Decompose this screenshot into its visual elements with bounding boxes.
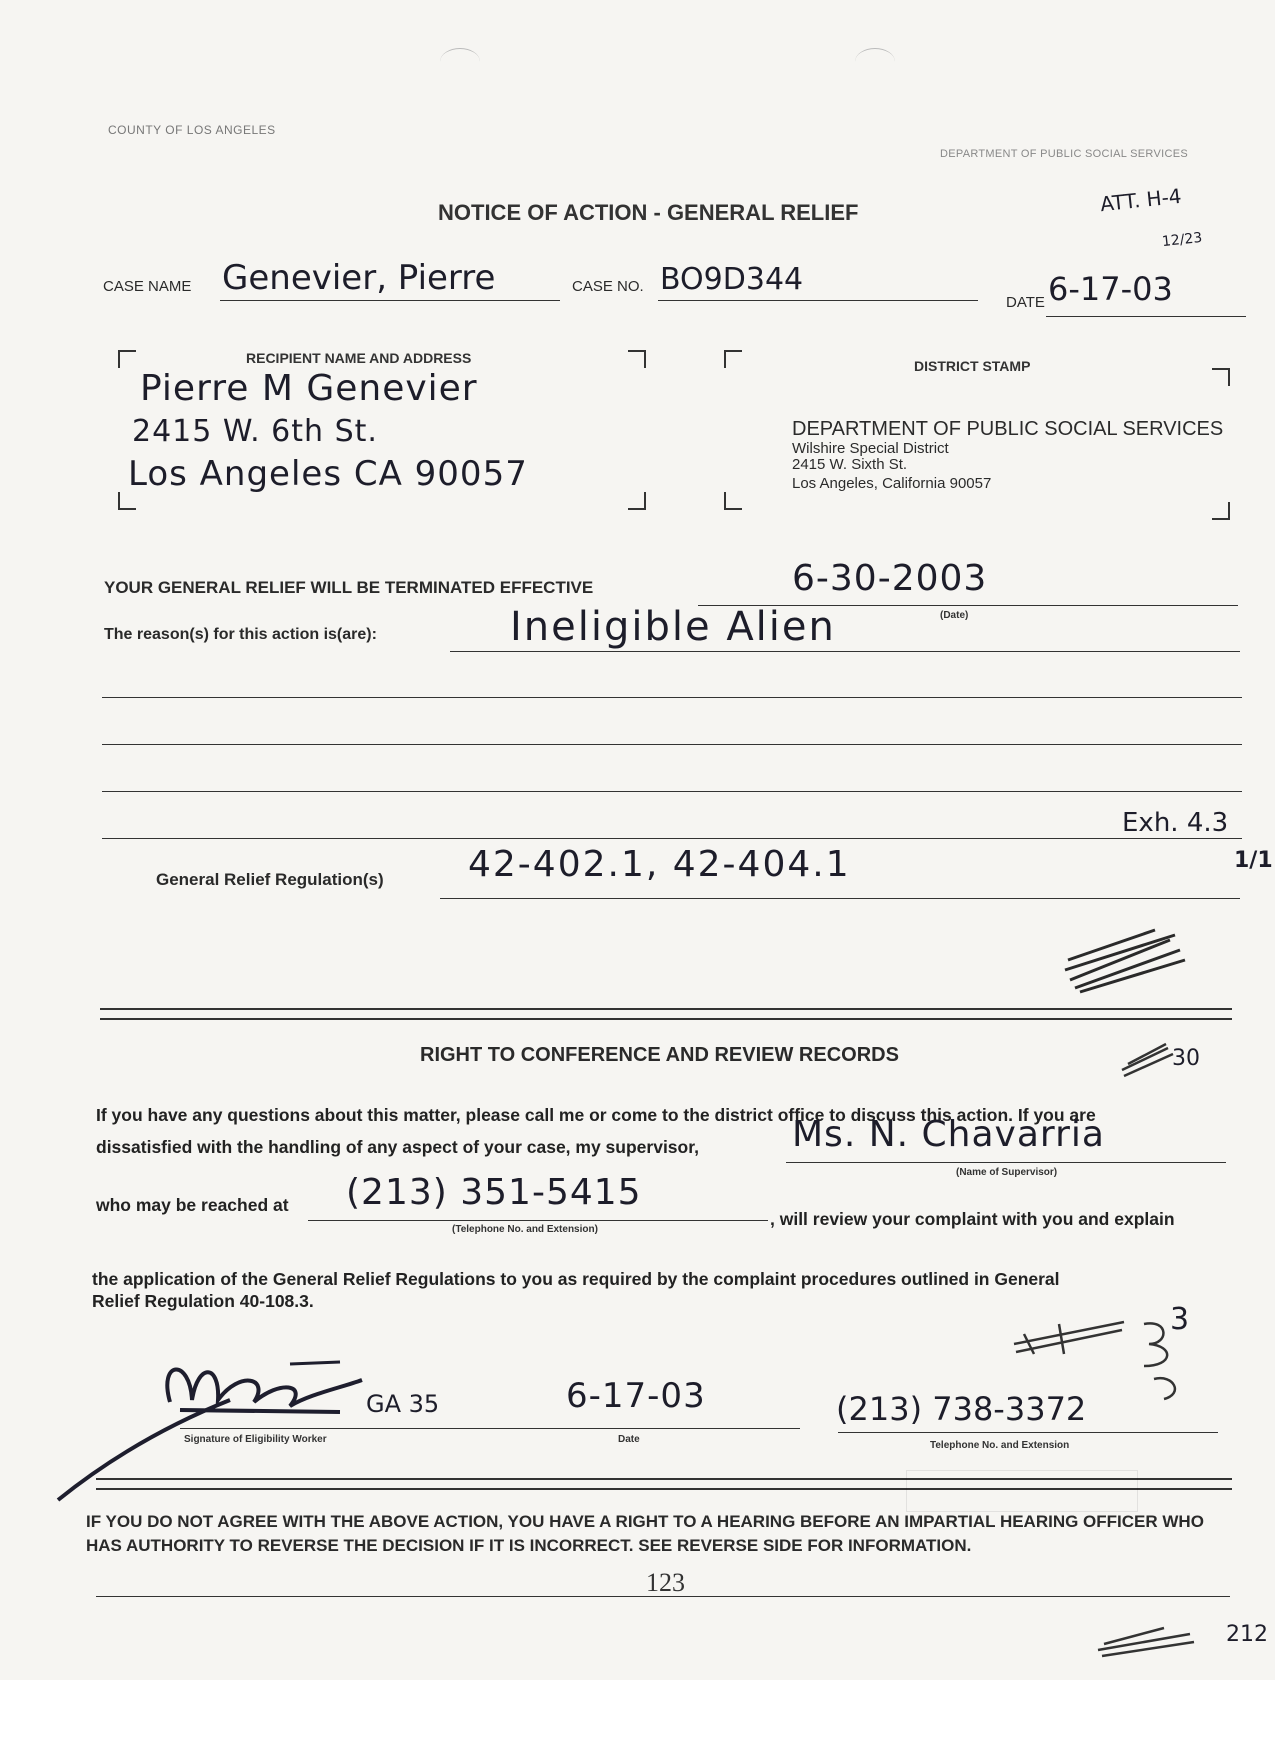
conference-paragraph-2: dissatisfied with the handling of any aspect of your case, my supervisor, bbox=[96, 1137, 699, 1157]
eligibility-worker-signature bbox=[40, 1340, 370, 1510]
scribble-mark bbox=[1060, 920, 1190, 1000]
reach-phone-caption: (Telephone No. and Extension) bbox=[452, 1224, 598, 1235]
date-label: DATE bbox=[1006, 294, 1045, 311]
hearing-notice: IF YOU DO NOT AGREE WITH THE ABOVE ACTION, YOU HAVE A RIGHT TO A HEARING BEFORE AN IMPARTIAL HEARING OFFICER WHO HAS AUTHORITY TO REVERSE THE DECISION IF IT IS INCORRECT. SEE REVERSE SIDE FOR INFORMATION. bbox=[86, 1512, 1204, 1555]
blank-line bbox=[102, 697, 1242, 698]
date-value: 6-17-03 bbox=[1048, 270, 1173, 308]
recipient-box-corner bbox=[118, 350, 136, 368]
punch-hole-right bbox=[855, 48, 895, 75]
district-stamp-label: DISTRICT STAMP bbox=[914, 358, 1031, 374]
district-stamp-line-4: Los Angeles, California 90057 bbox=[792, 475, 992, 492]
district-box-corner bbox=[1212, 368, 1230, 386]
regulation-value: 42-402.1, 42-404.1 bbox=[468, 844, 851, 885]
recipient-box-corner bbox=[628, 350, 646, 368]
recipient-line-2: 2415 W. 6th St. bbox=[132, 414, 378, 449]
county-name: COUNTY OF LOS ANGELES bbox=[108, 123, 276, 137]
page-bottom-edge bbox=[0, 1680, 1275, 1754]
district-stamp-line-1: DEPARTMENT OF PUBLIC SOCIAL SERVICES bbox=[792, 418, 1224, 440]
margin-note-page: 12/23 bbox=[1161, 229, 1204, 251]
termination-date-caption: (Date) bbox=[940, 610, 969, 621]
margin-note-exhibit: Exh. 4.3 bbox=[1122, 808, 1229, 838]
recipient-line-1: Pierre M Genevier bbox=[140, 368, 478, 409]
margin-note-number: 30 bbox=[1172, 1046, 1200, 1071]
recipient-box-corner bbox=[628, 492, 646, 510]
page-number: 123 bbox=[646, 1568, 685, 1597]
regulation-label: General Relief Regulation(s) bbox=[156, 870, 384, 889]
district-stamp-line-3: 2415 W. Sixth St. bbox=[792, 456, 908, 473]
faded-stamp-mark bbox=[906, 1470, 1138, 1512]
reach-phone-underline bbox=[308, 1220, 768, 1221]
reach-phone: (213) 351-5415 bbox=[346, 1172, 642, 1213]
signature-phone: (213) 738-3372 bbox=[836, 1390, 1087, 1428]
blank-line bbox=[102, 791, 1242, 792]
district-stamp bbox=[792, 418, 1223, 492]
recipient-box-corner bbox=[118, 492, 136, 510]
recipient-line-3: Los Angeles CA 90057 bbox=[128, 454, 528, 494]
conference-heading: RIGHT TO CONFERENCE AND REVIEW RECORDS bbox=[420, 1044, 899, 1066]
date-underline bbox=[1046, 316, 1246, 317]
margin-note-three: 3 bbox=[1170, 1302, 1190, 1337]
footer-bottom-line bbox=[96, 1596, 1230, 1597]
blank-line bbox=[102, 744, 1242, 745]
case-name-value: Genevier, Pierre bbox=[222, 258, 496, 298]
punch-hole-left bbox=[440, 48, 480, 75]
case-name-underline bbox=[220, 300, 560, 301]
supervisor-underline bbox=[786, 1162, 1226, 1163]
reason-value: Ineligible Alien bbox=[510, 604, 836, 650]
termination-date: 6-30-2003 bbox=[792, 558, 988, 599]
district-box-corner bbox=[1212, 502, 1230, 520]
worker-code: GA 35 bbox=[366, 1390, 440, 1418]
margin-note-bottom: 212 bbox=[1226, 1622, 1268, 1647]
section-divider bbox=[100, 1008, 1232, 1010]
district-stamp-line-2: Wilshire Special District bbox=[792, 440, 949, 457]
department-name: DEPARTMENT OF PUBLIC SOCIAL SERVICES bbox=[940, 148, 1188, 160]
district-box-corner bbox=[724, 350, 742, 368]
recipient-label: RECIPIENT NAME AND ADDRESS bbox=[246, 350, 472, 366]
margin-note-exhibit-page: 1/1 bbox=[1234, 848, 1273, 873]
conference-paragraph-4: Relief Regulation 40-108.3. bbox=[92, 1291, 314, 1311]
blank-line bbox=[102, 838, 1242, 839]
margin-note-att: ATT. H-4 bbox=[1098, 183, 1183, 217]
conference-paragraph-1: If you have any questions about this matter, please call me or come to the district office to discuss this action. If you are bbox=[96, 1105, 1096, 1125]
case-name-label: CASE NAME bbox=[103, 278, 192, 295]
signature-phone-underline bbox=[838, 1432, 1218, 1433]
conference-paragraph-3: the application of the General Relief Regulations to you as required by the complaint procedures outlined in General bbox=[92, 1269, 1060, 1289]
signature-caption: Signature of Eligibility Worker bbox=[184, 1434, 327, 1445]
reach-label: who may be reached at bbox=[96, 1195, 289, 1215]
signature-date: 6-17-03 bbox=[566, 1376, 706, 1416]
supervisor-caption: (Name of Supervisor) bbox=[956, 1167, 1058, 1178]
signature-phone-caption: Telephone No. and Extension bbox=[930, 1440, 1070, 1451]
district-box-corner bbox=[724, 492, 742, 510]
case-number-value: BO9D344 bbox=[660, 262, 804, 297]
case-number-label: CASE NO. bbox=[572, 278, 644, 295]
scribble-mark bbox=[1094, 1614, 1204, 1662]
supervisor-name: Ms. N. Chavarria bbox=[792, 1114, 1105, 1155]
reason-label: The reason(s) for this action is(are): bbox=[104, 626, 377, 643]
termination-label: YOUR GENERAL RELIEF WILL BE TERMINATED EFFECTIVE bbox=[104, 578, 594, 597]
reach-tail: , will review your complaint with you and explain bbox=[770, 1209, 1175, 1229]
regulation-underline bbox=[440, 898, 1240, 899]
reason-underline bbox=[450, 651, 1240, 652]
signature-underline bbox=[180, 1428, 800, 1429]
form-title: NOTICE OF ACTION - GENERAL RELIEF bbox=[438, 200, 859, 225]
signature-date-caption: Date bbox=[618, 1434, 640, 1445]
case-number-underline bbox=[658, 300, 978, 301]
section-divider bbox=[100, 1018, 1232, 1020]
